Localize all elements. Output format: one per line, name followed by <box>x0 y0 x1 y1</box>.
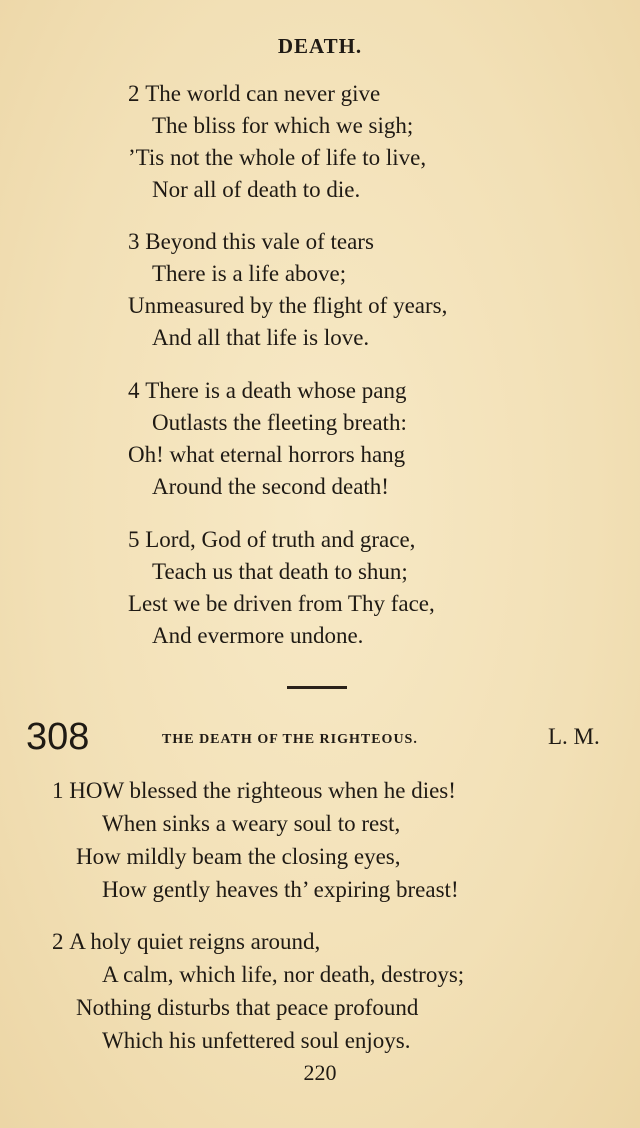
verse-line: Teach us that death to shun; <box>152 559 408 584</box>
hymn-meter: L. M. <box>548 724 600 749</box>
verse-line: Lest we be driven from Thy face, <box>128 591 435 616</box>
verse-line: Outlasts the fleeting breath: <box>152 410 407 435</box>
verse-line: There is a death whose pang <box>145 378 407 403</box>
stanza-number: 3 Beyond this vale of tears <box>128 229 374 254</box>
verse-line: The bliss for which we sigh; <box>152 113 414 138</box>
verse-line: Oh! what eternal horrors hang <box>128 442 406 467</box>
verse-line: HOW blessed the righteous when he dies! <box>69 778 456 803</box>
verse-line: Nothing disturbs that peace profound <box>76 995 419 1020</box>
section-divider <box>287 686 347 689</box>
verse-line: ’Tis not the whole of life to live, <box>128 145 427 170</box>
running-title: DEATH. <box>277 34 363 58</box>
stanza-number: 5 Lord, God of truth and grace, <box>128 527 416 552</box>
page-number: 220 <box>303 1060 337 1085</box>
verse-line: And evermore undone. <box>152 623 364 648</box>
verse-line: A calm, which life, nor death, destroys; <box>102 962 465 987</box>
verse-line: And all that life is love. <box>152 325 370 350</box>
hymn-number: 308 <box>26 716 90 758</box>
verse-line: When sinks a weary soul to rest, <box>102 811 401 836</box>
verse-line: Nor all of death to die. <box>152 177 361 202</box>
verse-line: How gently heaves th’ expiring breast! <box>102 877 459 902</box>
verse-line: Beyond this vale of tears <box>145 229 374 254</box>
verse-line: How mildly beam the closing eyes, <box>76 844 401 869</box>
verse-line: Around the second death! <box>152 474 389 499</box>
verse-line: There is a life above; <box>152 261 347 286</box>
verse-line: Which his unfettered soul enjoys. <box>102 1028 411 1053</box>
hymn-title: THE DEATH OF THE RIGHTEOUS. <box>162 732 418 747</box>
stanza-number: 1 HOW blessed the righteous when he dies! <box>52 778 456 803</box>
verse-line: Unmeasured by the flight of years, <box>128 293 448 318</box>
stanza-number: 2 A holy quiet reigns around, <box>52 929 321 954</box>
stanza-number: 2 The world can never give <box>128 81 381 106</box>
verse-line: Lord, God of truth and grace, <box>145 527 416 552</box>
verse-line: A holy quiet reigns around, <box>69 929 321 954</box>
verse-line: The world can never give <box>145 81 381 106</box>
stanza-number: 4 There is a death whose pang <box>128 378 407 403</box>
